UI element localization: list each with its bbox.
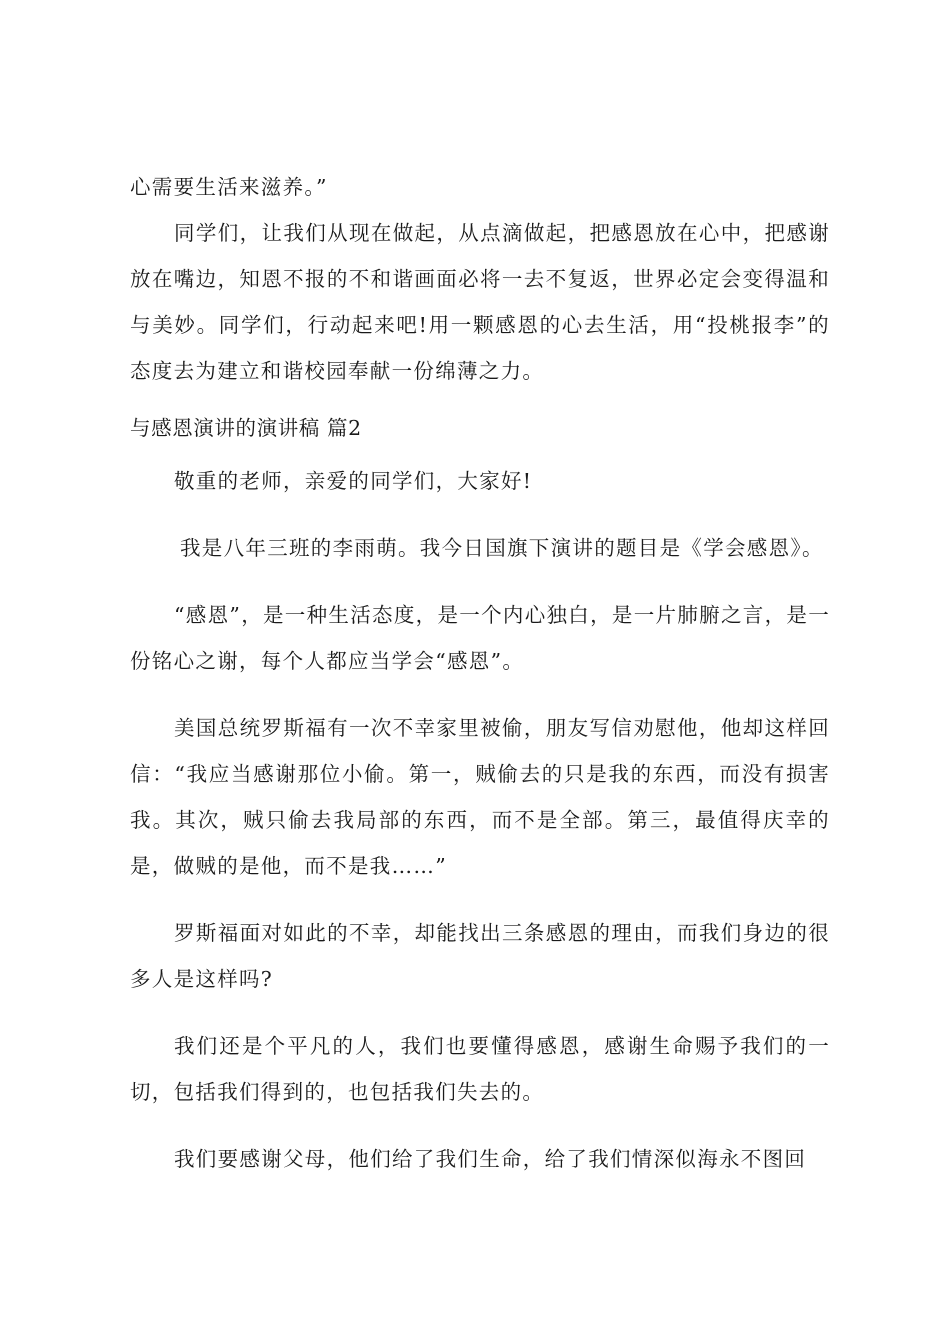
paragraph-greeting: 敬重的老师，亲爱的同学们，大家好!: [174, 469, 533, 493]
paragraph-definition: “感恩”，是一种生活态度，是一个内心独白，是一片肺腑之言，是一份铭心之谢，每个人都应当学会“感恩”。: [130, 603, 830, 673]
paragraph-closing: 同学们，让我们从现在做起，从点滴做起，把感恩放在心中，把感谢放在嘴边，知恩不报的不和谐画面必将一去不复返，世界必定会变得温和与美妙。同学们，行动起来吧!用一颗感恩的心去生活，用“投桃报李”的态度去为建立和谐校园奉献一份绵薄之力。: [130, 221, 830, 383]
section-heading: 与感恩演讲的演讲稿 篇2: [130, 416, 362, 440]
paragraph-continued: 心需要生活来滋养。”: [130, 175, 328, 199]
paragraph-roosevelt-story: 美国总统罗斯福有一次不幸家里被偷，朋友写信劝慰他，他却这样回信：“我应当感谢那位小偷。第一，贼偷去的只是我的东西，而没有损害我。其次，贼只偷去我局部的东西，而不是全部。第三，最值得庆幸的是，做贼的是他，而不是我……”: [130, 716, 830, 878]
paragraph-thank-parents: 我们要感谢父母，他们给了我们生命，给了我们情深似海永不图回: [174, 1147, 807, 1171]
paragraph-introduction: 我是八年三班的李雨萌。我今日国旗下演讲的题目是《学会感恩》。: [180, 536, 824, 560]
paragraph-reflection: 罗斯福面对如此的不幸，却能找出三条感恩的理由，而我们身边的很多人是这样吗?: [130, 921, 830, 991]
paragraph-ordinary-people: 我们还是个平凡的人，我们也要懂得感恩，感谢生命赐予我们的一切，包括我们得到的，也包括我们失去的。: [130, 1034, 830, 1104]
body-text: [130, 164, 830, 1182]
